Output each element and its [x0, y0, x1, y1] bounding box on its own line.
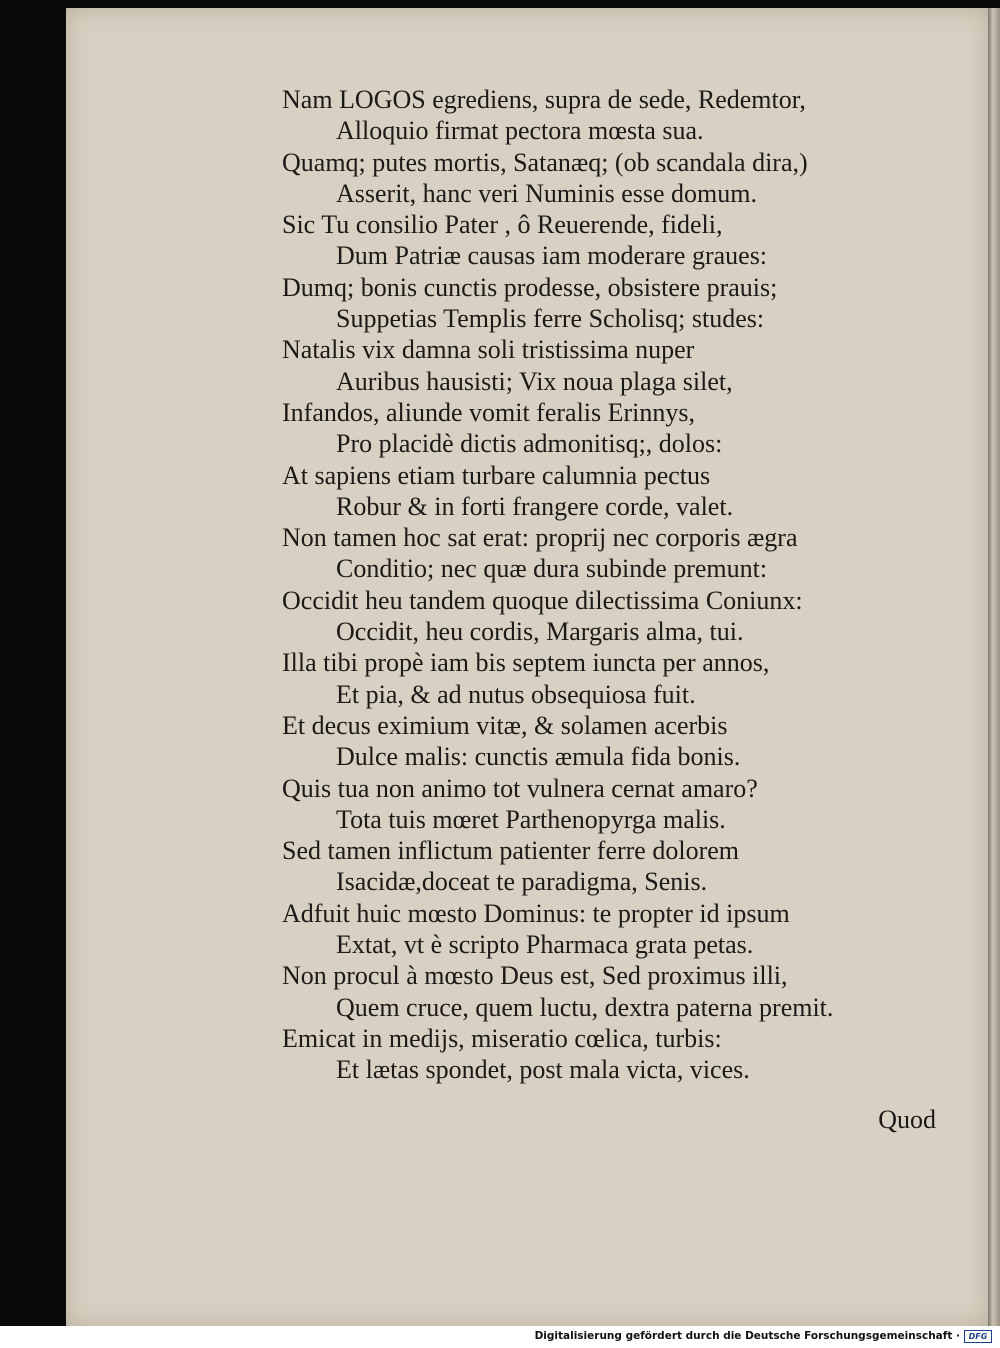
poem-line: Illa tibi propè iam bis septem iuncta per annos,: [282, 648, 770, 678]
poem-line: Sic Tu consilio Pater , ô Reuerende, fideli,: [282, 210, 723, 240]
poem-line: Isacidæ,doceat te paradigma, Senis.: [336, 867, 708, 897]
poem-line: Et lætas spondet, post mala victa, vices.: [336, 1055, 750, 1085]
poem-line: Occidit heu tandem quoque dilectissima Coniunx:: [282, 585, 803, 615]
poem-line: Infandos, aliunde vomit feralis Erinnys,: [282, 397, 696, 427]
poem-line: Tota tuis mœret Parthenopyrga malis.: [336, 804, 726, 834]
poem-line: Dulce malis: cunctis æmula fida bonis.: [336, 742, 741, 772]
poem-line: Non procul à mœsto Deus est, Sed proximus illi,: [282, 961, 788, 991]
poem-text: [282, 84, 942, 1086]
poem-line: Nam LOGOS egrediens, supra de sede, Redemtor,: [282, 85, 806, 114]
poem-line: Quis tua non animo tot vulnera cernat amaro?: [282, 773, 758, 803]
page-edge: [988, 8, 1000, 1326]
footer-credit: Digitalisierung gefördert durch die Deutsche Forschungsgemeinschaft ·: [534, 1330, 960, 1342]
poem-line: Alloquio firmat pectora mœsta sua.: [336, 116, 704, 146]
dfg-logo-icon: DFG: [964, 1330, 992, 1343]
poem-line: Occidit, heu cordis, Margaris alma, tui.: [336, 617, 744, 647]
poem-line: Auribus hausisti; Vix noua plaga silet,: [336, 366, 733, 396]
poem-line: Extat, vt è scripto Pharmaca grata petas.: [336, 930, 754, 960]
poem-line: At sapiens etiam turbare calumnia pectus: [282, 460, 711, 490]
catchword: Quod: [878, 1105, 936, 1134]
poem-line: Adfuit huic mœsto Dominus: te propter id ipsum: [282, 898, 790, 928]
poem-line: Conditio; nec quæ dura subinde premunt:: [336, 554, 768, 584]
digitization-footer: [0, 1326, 1000, 1348]
poem-line: Et decus eximium vitæ, & solamen acerbis: [282, 710, 728, 740]
poem-line: Emicat in medijs, miseratio cœlica, turbis:: [282, 1023, 722, 1053]
poem-line: Natalis vix damna soli tristissima nuper: [282, 335, 695, 365]
poem-line: Et pia, & ad nutus obsequiosa fuit.: [336, 679, 696, 709]
poem-line: Dum Patriæ causas iam moderare graues:: [336, 241, 768, 271]
poem-line: Asserit, hanc veri Numinis esse domum.: [336, 178, 757, 208]
poem-line: Sed tamen inflictum patienter ferre dolorem: [282, 836, 739, 866]
poem-line: Pro placidè dictis admonitisq;, dolos:: [336, 429, 723, 459]
poem-line: Dumq; bonis cunctis prodesse, obsistere prauis;: [282, 272, 778, 302]
poem-line: Robur & in forti frangere corde, valet.: [336, 491, 734, 521]
poem-line: Quem cruce, quem luctu, dextra paterna premit.: [336, 992, 834, 1022]
poem-line: Suppetias Templis ferre Scholisq; studes:: [336, 304, 765, 334]
poem-line: Non tamen hoc sat erat: proprij nec corporis ægra: [282, 523, 798, 553]
poem-line: Quamq; putes mortis, Satanæq; (ob scandala dira,): [282, 147, 808, 177]
